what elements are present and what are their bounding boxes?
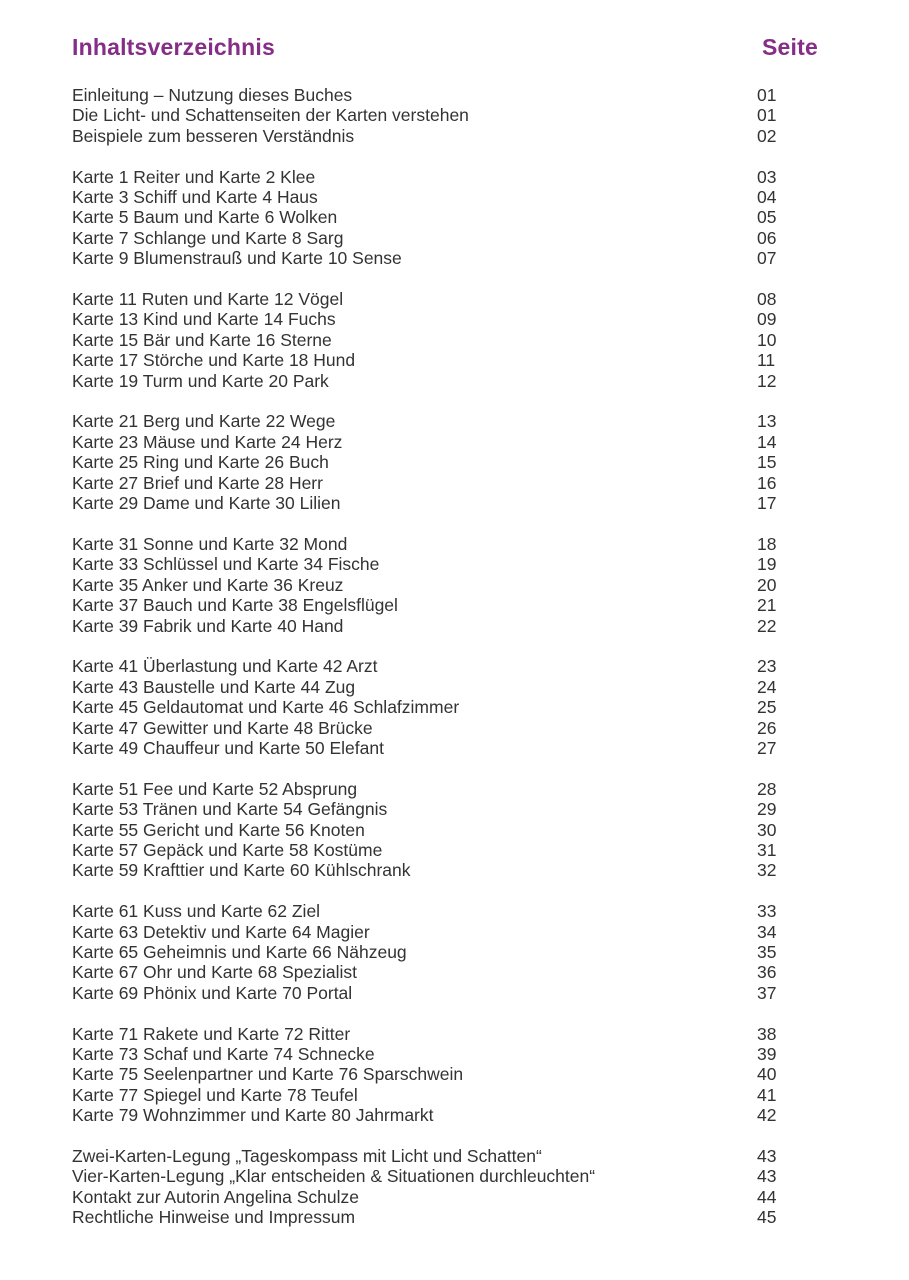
toc-entry-page: 25 [757,697,777,718]
toc-entry-label: Karte 11 Ruten und Karte 12 Vögel [72,289,344,310]
toc-entry-label: Karte 77 Spiegel und Karte 78 Teufel [72,1084,358,1105]
toc-row [72,105,818,125]
toc-entry-label: Einleitung – Nutzung dieses Buches [72,85,353,105]
toc-entry-label: Karte 23 Mäuse und Karte 24 Herz [72,431,343,452]
toc-row [72,248,818,268]
toc-entry-label: Karte 61 Kuss und Karte 62 Ziel [72,901,321,922]
toc-entry-label: Karte 13 Kind und Karte 14 Fuchs [72,309,336,330]
toc-entry-label: Karte 27 Brief und Karte 28 Herr [72,472,323,493]
toc-entry-page: 29 [757,799,777,820]
toc-row [72,922,818,942]
toc-entry-page: 09 [757,309,777,330]
toc-row [72,411,818,431]
toc-entry-label: Karte 45 Geldautomat und Karte 46 Schlafzimmer [72,697,460,718]
toc-entry-label: Vier-Karten-Legung „Klar entscheiden & Situationen durchleuchten“ [72,1166,596,1187]
toc-entry-label: Kontakt zur Autorin Angelina Schulze [72,1186,359,1207]
toc-entry-page: 17 [757,493,777,514]
toc-group [72,901,818,1003]
toc-row [72,840,818,860]
toc-entry-page: 36 [757,962,777,983]
toc-entry-page: 08 [757,289,777,310]
toc-entry-label: Karte 63 Detektiv und Karte 64 Magier [72,921,370,942]
toc-row [72,554,818,574]
toc-row [72,432,818,452]
toc-row [72,85,818,105]
toc-entry-page: 07 [757,248,777,269]
toc-group [72,779,818,881]
toc-row [72,187,818,207]
toc-entry-page: 23 [757,656,777,677]
toc-row [72,697,818,717]
toc-row [72,1024,818,1044]
toc-entry-label: Karte 33 Schlüssel und Karte 34 Fische [72,554,380,575]
toc-entry-label: Karte 43 Baustelle und Karte 44 Zug [72,676,356,697]
toc-entry-label: Karte 47 Gewitter und Karte 48 Brücke [72,717,373,738]
toc-row [72,1207,818,1227]
toc-row [72,126,818,146]
toc-entry-page: 32 [757,860,777,881]
toc-entry-page: 14 [757,431,777,452]
toc-entry-label: Karte 55 Gericht und Karte 56 Knoten [72,819,365,840]
toc-row [72,983,818,1003]
toc-row [72,738,818,758]
toc-row [72,1044,818,1064]
toc-entry-label: Karte 3 Schiff und Karte 4 Haus [72,187,318,208]
toc-row [72,656,818,676]
toc-entry-page: 39 [757,1043,777,1064]
toc-entry-page: 19 [757,554,777,575]
toc-group [72,534,818,636]
toc-row [72,718,818,738]
toc-row [72,289,818,309]
toc-row [72,820,818,840]
page-column-header: Seite [762,34,818,60]
toc-entry-label: Karte 65 Geheimnis und Karte 66 Nähzeug [72,941,407,962]
toc-entry-label: Karte 17 Störche und Karte 18 Hund [72,350,356,371]
toc-row [72,595,818,615]
toc-entry-page: 01 [757,85,777,105]
toc-entry-page: 35 [757,941,777,962]
toc-entry-page: 11 [757,350,776,371]
toc-entry-label: Karte 9 Blumenstrauß und Karte 10 Sense [72,248,402,269]
toc-entry-label: Karte 73 Schaf und Karte 74 Schnecke [72,1043,375,1064]
toc-entry-label: Karte 25 Ring und Karte 26 Buch [72,452,329,473]
toc-row [72,901,818,921]
toc-entry-label: Rechtliche Hinweise und Impressum [72,1207,356,1228]
toc-entry-label: Karte 49 Chauffeur und Karte 50 Elefant [72,737,384,758]
toc-entry-page: 44 [757,1186,777,1207]
toc-entry-page: 42 [757,1105,777,1126]
toc-row [72,493,818,513]
toc-entry-label: Karte 41 Überlastung und Karte 42 Arzt [72,656,378,677]
toc-row [72,616,818,636]
toc-entry-page: 15 [757,452,777,473]
toc-entry-page: 40 [757,1064,777,1085]
toc-entry-page: 18 [757,533,777,554]
toc-row [72,309,818,329]
toc-group [72,289,818,391]
toc-list [72,85,818,1228]
toc-entry-page: 43 [757,1145,777,1166]
toc-group [72,656,818,758]
toc-entry-label: Die Licht- und Schattenseiten der Karten verstehen [72,105,469,126]
toc-row [72,860,818,880]
toc-entry-page: 27 [757,737,777,758]
toc-entry-page: 45 [757,1207,777,1228]
toc-row [72,799,818,819]
toc-group [72,1024,818,1126]
toc-row [72,1187,818,1207]
toc-entry-page: 12 [757,370,777,391]
toc-entry-label: Karte 15 Bär und Karte 16 Sterne [72,329,332,350]
toc-row [72,677,818,697]
toc-row [72,371,818,391]
toc-entry-page: 06 [757,227,777,248]
toc-row [72,942,818,962]
toc-entry-page: 01 [757,105,777,126]
toc-entry-label: Karte 51 Fee und Karte 52 Absprung [72,778,358,799]
toc-entry-page: 24 [757,676,777,697]
toc-entry-page: 22 [757,615,777,636]
toc-entry-page: 43 [757,1166,777,1187]
toc-content [72,34,818,1228]
toc-entry-page: 04 [757,187,777,208]
toc-row [72,473,818,493]
toc-entry-page: 28 [757,778,777,799]
toc-header [72,34,818,60]
toc-entry-page: 16 [757,472,777,493]
toc-entry-page: 41 [757,1084,777,1105]
toc-entry-label: Karte 7 Schlange und Karte 8 Sarg [72,227,344,248]
toc-row [72,207,818,227]
toc-row [72,1064,818,1084]
toc-entry-label: Karte 39 Fabrik und Karte 40 Hand [72,615,344,636]
toc-entry-label: Karte 5 Baum und Karte 6 Wolken [72,207,338,228]
toc-row [72,1105,818,1125]
toc-entry-label: Karte 69 Phönix und Karte 70 Portal [72,982,353,1003]
toc-entry-page: 34 [757,921,777,942]
toc-entry-label: Karte 29 Dame und Karte 30 Lilien [72,493,341,514]
toc-entry-page: 10 [757,329,777,350]
toc-row [72,962,818,982]
toc-entry-label: Karte 67 Ohr und Karte 68 Spezialist [72,962,358,983]
toc-group [72,411,818,513]
toc-row [72,779,818,799]
toc-entry-page: 03 [757,166,777,187]
toc-entry-page: 33 [757,901,777,922]
toc-row [72,534,818,554]
toc-group [72,167,818,269]
toc-row [72,228,818,248]
toc-entry-page: 05 [757,207,777,228]
toc-entry-page: 26 [757,717,777,738]
toc-row [72,575,818,595]
toc-entry-page: 02 [757,125,777,146]
toc-entry-label: Karte 19 Turm und Karte 20 Park [72,370,329,391]
toc-entry-label: Karte 53 Tränen und Karte 54 Gefängnis [72,799,388,820]
toc-entry-label: Zwei-Karten-Legung „Tageskompass mit Licht und Schatten“ [72,1145,542,1166]
toc-entry-page: 37 [757,982,777,1003]
toc-row [72,330,818,350]
toc-entry-page: 13 [757,411,777,432]
toc-entry-page: 30 [757,819,777,840]
toc-row [72,452,818,472]
toc-entry-label: Karte 21 Berg und Karte 22 Wege [72,411,336,432]
toc-entry-label: Karte 57 Gepäck und Karte 58 Kostüme [72,839,383,860]
toc-entry-page: 20 [757,574,777,595]
toc-row [72,1166,818,1186]
toc-entry-label: Karte 35 Anker und Karte 36 Kreuz [72,574,344,595]
toc-entry-label: Karte 79 Wohnzimmer und Karte 80 Jahrmarkt [72,1105,434,1126]
toc-row [72,1085,818,1105]
toc-entry-page: 21 [757,595,777,616]
toc-group [72,85,818,146]
toc-row [72,167,818,187]
toc-entry-label: Karte 37 Bauch und Karte 38 Engelsflügel [72,595,398,616]
page-title: Inhaltsverzeichnis [72,34,276,60]
toc-entry-label: Karte 71 Rakete und Karte 72 Ritter [72,1023,351,1044]
toc-entry-page: 31 [757,839,777,860]
toc-entry-page: 38 [757,1023,777,1044]
toc-group [72,1146,818,1228]
toc-row [72,1146,818,1166]
toc-entry-label: Beispiele zum besseren Verständnis [72,125,355,146]
toc-entry-label: Karte 59 Krafttier und Karte 60 Kühlschrank [72,860,411,881]
toc-row [72,350,818,370]
toc-entry-label: Karte 31 Sonne und Karte 32 Mond [72,533,348,554]
toc-entry-label: Karte 1 Reiter und Karte 2 Klee [72,166,316,187]
toc-entry-label: Karte 75 Seelenpartner und Karte 76 Sparschwein [72,1064,464,1085]
